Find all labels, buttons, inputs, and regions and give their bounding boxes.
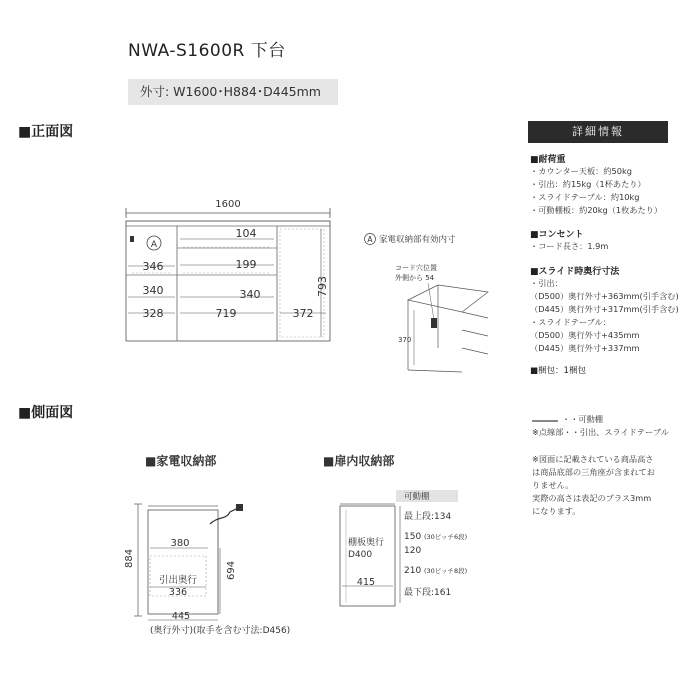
pitch-150: 150 <box>404 532 422 542</box>
note-line: になります。 <box>532 506 581 516</box>
dim-445: 445 <box>171 611 191 622</box>
outer-dimensions: 外寸: W1600･H884･D445mm <box>128 79 338 105</box>
movable-shelf-legend-swatch <box>532 420 558 422</box>
pitch-210-note: (30ピッチ8段) <box>424 567 468 575</box>
dim-415: 415 <box>356 577 376 588</box>
door-storage-heading: ■扉内収納部 <box>323 454 395 468</box>
slide-line: （D500）奥行外寸+435mm <box>530 330 640 340</box>
details-panel-header: 詳細情報 <box>528 121 668 143</box>
load-capacity-list <box>530 165 662 217</box>
note-line: は商品底部の三角座が含まれてお <box>532 467 655 477</box>
dim-380: 380 <box>170 538 190 549</box>
appliance-storage-heading: ■家電収納部 <box>145 454 217 468</box>
top-shelf-label: 最上段:134 <box>404 512 452 522</box>
note-line: りません。 <box>532 480 574 490</box>
dim-width-1600: 1600 <box>215 199 241 210</box>
detail-circle-a: A <box>367 235 373 244</box>
slide-line: （D445）奥行外寸+317mm(引手含む) <box>530 304 679 314</box>
side-door-drawing <box>330 488 505 613</box>
dim-694: 694 <box>226 560 237 580</box>
pull-depth-label: 引出奥行 <box>158 575 198 586</box>
load-line: ・可動棚板：約20kg（1枚あたり） <box>530 205 663 215</box>
dim-336: 336 <box>168 587 188 598</box>
load-line: ・スライドテーブル：約10kg <box>530 192 640 202</box>
legend-dotted: ※点線部・・引出、スライドテーブル <box>532 427 669 437</box>
note-line: ※図面に記載されている商品高さ <box>532 454 654 464</box>
outlet-line: ・コード長さ：1.9m <box>530 241 609 251</box>
detail-title: 家電収納部有効内寸 <box>379 235 456 245</box>
depth-note: (奥行外寸)(取手を含む寸法:D456) <box>150 626 291 636</box>
dim-346: 346 <box>142 260 164 273</box>
front-view-heading: ■正面図 <box>18 124 74 140</box>
load-capacity-title: ■耐荷重 <box>530 155 566 165</box>
dim-884: 884 <box>124 548 135 568</box>
product-title: NWA-S1600R 下台 <box>128 41 286 61</box>
dim-340-center: 340 <box>239 288 261 301</box>
slide-line: ・引出： <box>530 278 563 288</box>
dim-340-left: 340 <box>142 284 164 297</box>
circle-a-marker: A <box>150 240 158 250</box>
detail-a-drawing <box>362 230 502 390</box>
legend-movable-shelf: ・・可動棚 <box>562 414 603 424</box>
pitch-150-note: (30ピッチ6段) <box>424 533 468 541</box>
side-view-heading: ■側面図 <box>18 405 74 421</box>
note-line: 実際の高さは表記のプラス3mm <box>532 493 652 503</box>
height-notes <box>532 453 655 518</box>
front-view-drawing <box>120 195 340 355</box>
bottom-shelf-label: 最下段:161 <box>404 588 452 598</box>
dim-328: 328 <box>142 307 164 320</box>
dim-372: 372 <box>292 307 314 320</box>
load-line: ・カウンター天板：約50kg <box>530 166 632 176</box>
value-120: 120 <box>404 546 422 556</box>
cord-hole-label-1: コード穴位置 <box>395 264 437 272</box>
package-count: ■梱包：1梱包 <box>530 366 586 376</box>
slide-depth-list <box>530 277 679 355</box>
dim-793: 793 <box>316 276 329 297</box>
cord-hole-label-2: 外側から 54 <box>395 274 435 282</box>
load-line: ・引出：約15kg（1杯あたり） <box>530 179 646 189</box>
movable-shelf-header: 可動棚 <box>404 492 430 502</box>
pitch-210: 210 <box>404 566 422 576</box>
outlet-title: ■コンセント <box>530 230 584 240</box>
dim-370: 370 <box>398 336 412 344</box>
dim-719: 719 <box>215 307 237 320</box>
side-appliance-drawing <box>118 498 313 643</box>
shelf-depth-label: 棚板奥行 <box>348 538 385 548</box>
slide-depth-title: ■スライド時奥行寸法 <box>530 267 620 277</box>
slide-line: ・スライドテーブル： <box>530 317 611 327</box>
dim-199: 199 <box>235 258 257 271</box>
outlet-list <box>530 240 608 253</box>
slide-line: （D500）奥行外寸+363mm(引手含む) <box>530 291 679 301</box>
dim-104: 104 <box>235 227 257 240</box>
shelf-depth-value: D400 <box>348 550 373 560</box>
slide-line: （D445）奥行外寸+337mm <box>530 343 640 353</box>
